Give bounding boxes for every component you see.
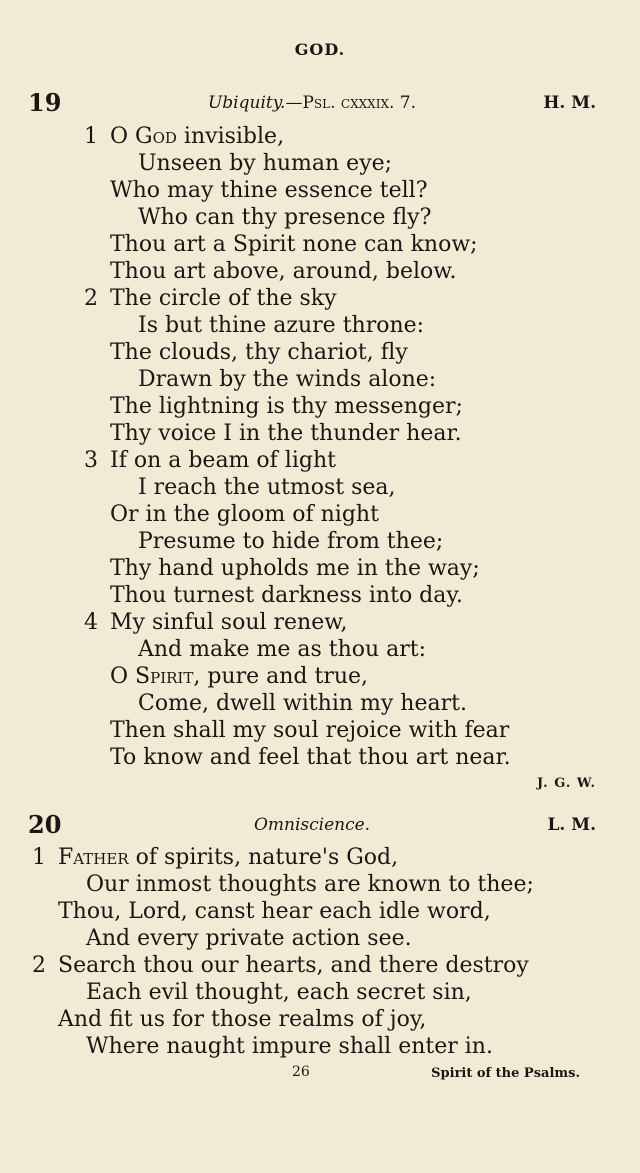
hymn-title — [28, 93, 596, 113]
verse-line: My sinful soul renew, — [110, 610, 348, 635]
verse-line: Where naught impure shall enter in. — [86, 1034, 493, 1059]
verse-line: Search thou our hearts, and there destroy — [58, 953, 529, 978]
verse-line: And every private action see. — [86, 926, 412, 951]
hymn-meter: H. M. — [543, 93, 596, 113]
running-head: GOD. — [294, 40, 346, 59]
hymn-number: 20 — [28, 810, 62, 839]
verse-line: Is but thine azure throne: — [138, 313, 425, 338]
verse-line: Thou, Lord, canst hear each idle word, — [58, 899, 491, 924]
author-initials: J. G. W. — [537, 776, 596, 791]
verse-line: The clouds, thy chariot, fly — [110, 340, 408, 365]
verse-line: Each evil thought, each secret sin, — [86, 980, 472, 1005]
verse-number: 4 — [84, 610, 98, 635]
verse-line: O Spirit, pure and true, — [110, 664, 369, 689]
hymn-number: 19 — [28, 88, 62, 117]
verse-line: To know and feel that thou art near. — [110, 745, 511, 770]
verse-line: Come, dwell within my heart. — [138, 691, 467, 716]
verse-line: Then shall my soul rejoice with fear — [110, 718, 510, 743]
hymn-title-text: Omniscience. — [253, 815, 371, 835]
verse-line: Who can thy presence fly? — [138, 205, 432, 230]
verse-line: The lightning is thy messenger; — [110, 394, 463, 419]
verse-line: Who may thine essence tell? — [110, 178, 428, 203]
verse-number: 1 — [84, 124, 98, 149]
verse-number: 2 — [32, 953, 46, 978]
verse-line: The circle of the sky — [110, 286, 337, 311]
signature-mark: Spirit of the Psalms. — [431, 1066, 580, 1081]
verse-line: Thy voice I in the thunder hear. — [110, 421, 462, 446]
verse-line: Thou art a Spirit none can know; — [110, 232, 478, 257]
verse-line: I reach the utmost sea, — [138, 475, 396, 500]
verse-line: Our inmost thoughts are known to thee; — [86, 872, 534, 897]
hymn-title-text: Ubiquity. — [207, 93, 286, 113]
verse-line: If on a beam of light — [110, 448, 336, 473]
verse-number: 3 — [84, 448, 98, 473]
verse-line: Or in the gloom of night — [110, 502, 379, 527]
verse-line: Thou turnest darkness into day. — [110, 583, 463, 608]
verse-line: Thou art above, around, below. — [110, 259, 457, 284]
verse-line: And fit us for those realms of joy, — [58, 1007, 427, 1032]
hymn-19-header — [28, 88, 596, 118]
verse-line: Father of spirits, nature's God, — [58, 845, 399, 870]
verse-line: Thy hand upholds me in the way; — [110, 556, 480, 581]
verse-number: 1 — [32, 845, 46, 870]
hymn-title — [28, 815, 596, 835]
verse-line: And make me as thou art: — [138, 637, 427, 662]
verse-number: 2 — [84, 286, 98, 311]
verse-line: Presume to hide from thee; — [138, 529, 444, 554]
page-number: 26 — [292, 1064, 310, 1080]
verse-line: O God invisible, — [110, 124, 285, 149]
verse-line: Unseen by human eye; — [138, 151, 393, 176]
hymn-meter: L. M. — [547, 815, 596, 835]
hymn-20-header — [28, 810, 596, 840]
scripture-reference: —Psl. cxxxix. 7. — [285, 93, 417, 113]
verse-line: Drawn by the winds alone: — [138, 367, 437, 392]
